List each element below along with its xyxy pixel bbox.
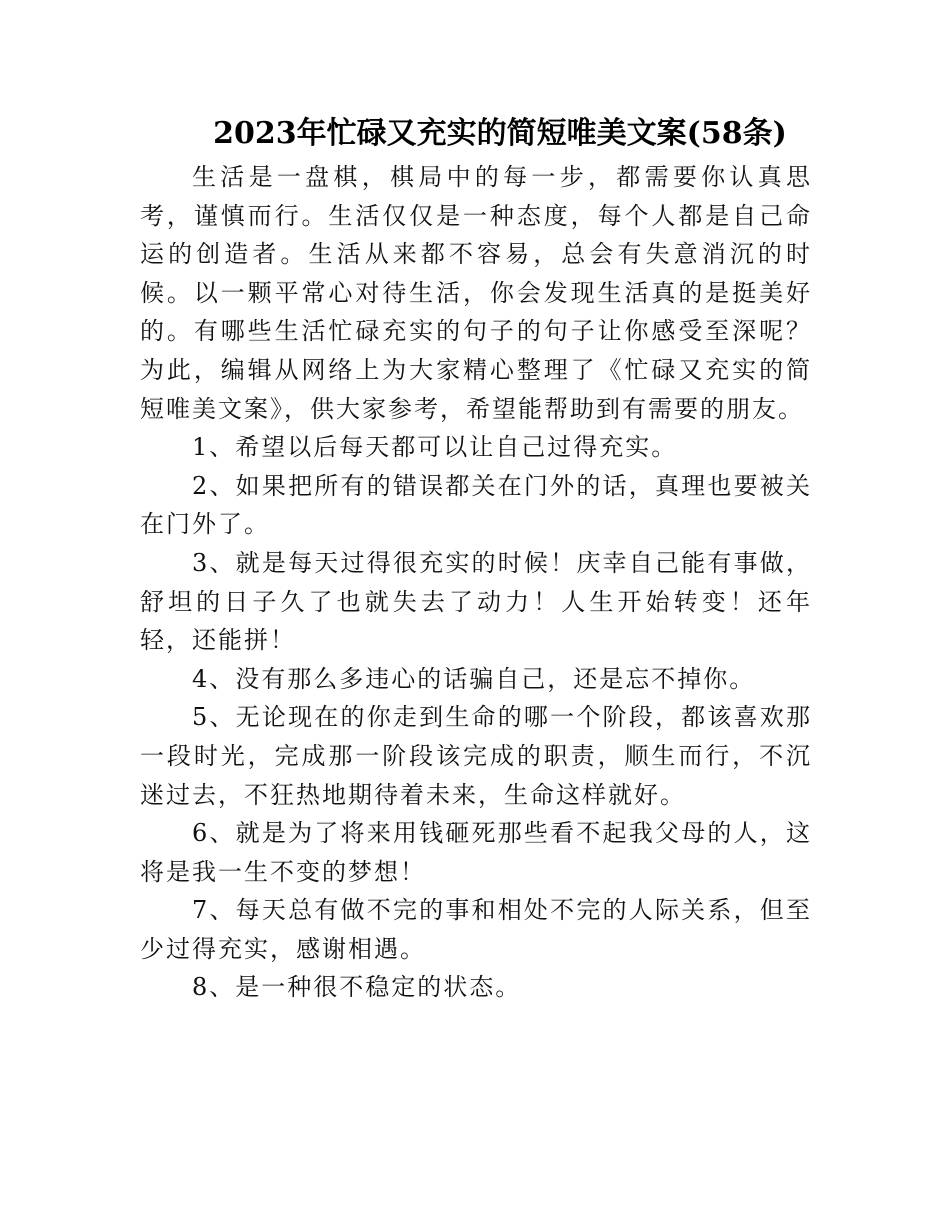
list-item: 4、没有那么多违心的话骗自己，还是忘不掉你。 xyxy=(192,664,756,693)
list-item: 6、就是为了将来用钱砸死那些看不起我父母的人，这将是我一生不变的梦想！ xyxy=(140,819,812,886)
list-item: 8、是一种很不稳定的状态。 xyxy=(192,973,522,1002)
list-item: 3、就是每天过得很充实的时候！庆幸自己能有事做，舒坦的日子久了也就失去了动力！人生开始转变！还年轻，还能拼！ xyxy=(140,548,812,655)
list-item: 7、每天总有做不完的事和相处不完的人际关系，但至少过得充实，感谢相遇。 xyxy=(140,896,812,963)
list-item: 1、希望以后每天都可以让自己过得充实。 xyxy=(192,433,678,462)
list-item: 5、无论现在的你走到生命的哪一个阶段，都该喜欢那一段时光，完成那一阶段该完成的职责，顺生而行，不沉迷过去，不狂热地期待着未来，生命这样就好。 xyxy=(140,703,812,809)
intro-paragraph: 生活是一盘棋，棋局中的每一步，都需要你认真思考，谨慎而行。生活仅仅是一种态度，每个人都是自己命运的创造者。生活从来都不容易，总会有失意消沉的时候。以一颗平常心对待生活，你会发现生活真的是挺美好的。有哪些生活忙碌充实的句子的句子让你感受至深呢？为此，编辑从网络上为大家精心整理了《忙碌又充实的简短唯美文案》，供大家参考，希望能帮助到有需要的朋友。 xyxy=(140,163,812,423)
document-title: 2023年忙碌又充实的简短唯美文案(58条) xyxy=(213,116,787,151)
list-item: 2、如果把所有的错误都关在门外的话，真理也要被关在门外了。 xyxy=(140,471,812,539)
document-body xyxy=(140,158,812,1007)
